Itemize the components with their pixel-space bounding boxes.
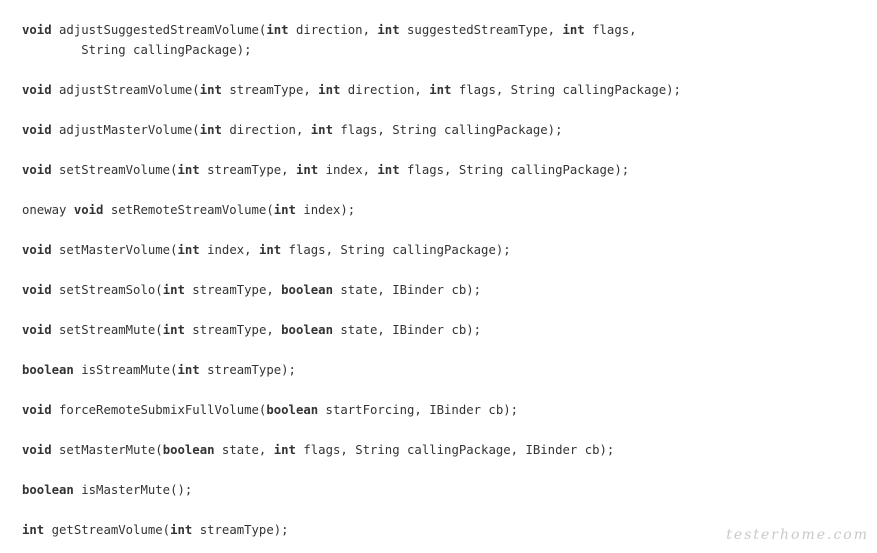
code-text: state, IBinder cb);	[332, 283, 482, 297]
code-text: state, IBinder cb);	[332, 323, 482, 337]
code-line	[22, 200, 681, 220]
code-text: flags,	[584, 23, 637, 37]
code-text: setStreamSolo(	[51, 283, 163, 297]
code-line	[22, 360, 681, 380]
code-text: isMasterMute();	[73, 483, 193, 497]
code-line	[22, 440, 681, 460]
code-line	[22, 240, 681, 260]
code-text: direction,	[340, 83, 430, 97]
code-line	[22, 60, 681, 80]
code-keyword: int	[199, 123, 222, 137]
code-text: flags, String callingPackage);	[451, 83, 681, 97]
code-text: flags, String callingPackage);	[332, 123, 563, 137]
code-text: setRemoteStreamVolume(	[103, 203, 274, 217]
code-keyword: int	[295, 163, 319, 177]
code-keyword: int	[177, 363, 200, 377]
code-keyword: void	[22, 323, 52, 337]
code-line	[22, 420, 681, 440]
code-text: streamType,	[221, 83, 319, 97]
code-keyword: int	[22, 523, 45, 537]
code-keyword: int	[177, 243, 200, 257]
code-line	[22, 520, 681, 540]
code-text: index,	[318, 163, 378, 177]
code-keyword: void	[22, 443, 52, 457]
code-keyword: void	[22, 243, 52, 257]
code-keyword: int	[377, 163, 400, 177]
code-text: streamType);	[192, 523, 289, 537]
code-text: flags, String callingPackage);	[399, 163, 630, 177]
code-keyword: void	[22, 23, 52, 37]
code-keyword: int	[562, 23, 585, 37]
code-keyword: void	[22, 163, 52, 177]
code-keyword: void	[22, 283, 52, 297]
code-text: setStreamMute(	[51, 323, 163, 337]
code-text: state,	[214, 443, 274, 457]
code-keyword: boolean	[281, 283, 333, 297]
code-text: direction,	[288, 23, 378, 37]
code-keyword: boolean	[22, 363, 74, 377]
code-keyword: int	[273, 443, 296, 457]
code-keyword: int	[177, 163, 200, 177]
code-line	[22, 460, 681, 480]
code-keyword: int	[258, 243, 282, 257]
watermark-logo: testerhome.com	[726, 527, 869, 543]
code-keyword: void	[73, 203, 104, 217]
code-line	[22, 20, 681, 40]
code-line	[22, 380, 681, 400]
code-keyword: int	[310, 123, 333, 137]
code-keyword: int	[429, 83, 452, 97]
code-text: index);	[295, 203, 356, 217]
code-text: String callingPackage);	[22, 43, 252, 57]
code-text: streamType);	[199, 363, 296, 377]
code-line	[22, 320, 681, 340]
code-text: startForcing, IBinder cb);	[318, 403, 519, 417]
code-text: forceRemoteSubmixFullVolume(	[51, 403, 267, 417]
code-keyword: boolean	[22, 483, 74, 497]
code-line	[22, 280, 681, 300]
code-line	[22, 340, 681, 360]
code-text: index,	[199, 243, 259, 257]
code-line	[22, 220, 681, 240]
code-text: getStreamVolume(	[44, 523, 171, 537]
code-line	[22, 160, 681, 180]
code-line	[22, 120, 681, 140]
code-line	[22, 180, 681, 200]
code-text: suggestedStreamType,	[399, 23, 563, 37]
code-keyword: int	[266, 23, 289, 37]
code-keyword: int	[170, 523, 193, 537]
code-keyword: void	[22, 123, 52, 137]
code-text: adjustSuggestedStreamVolume(	[51, 23, 267, 37]
code-keyword: boolean	[281, 323, 333, 337]
code-keyword: boolean	[162, 443, 215, 457]
code-text: streamType,	[199, 163, 296, 177]
code-keyword: int	[162, 283, 185, 297]
code-line	[22, 480, 681, 500]
code-line	[22, 100, 681, 120]
code-text: direction,	[221, 123, 311, 137]
code-text: adjustMasterVolume(	[51, 123, 200, 137]
code-keyword: int	[318, 83, 341, 97]
code-line	[22, 80, 681, 100]
code-keyword: int	[199, 83, 222, 97]
code-text: oneway	[22, 203, 74, 217]
code-line	[22, 300, 681, 320]
code-block	[22, 20, 681, 540]
code-line	[22, 140, 681, 160]
code-keyword: int	[273, 203, 296, 217]
code-line	[22, 500, 681, 520]
code-text: flags, String callingPackage, IBinder cb);	[295, 443, 615, 457]
code-keyword: int	[377, 23, 400, 37]
code-line	[22, 260, 681, 280]
code-text: flags, String callingPackage);	[281, 243, 511, 257]
code-keyword: boolean	[266, 403, 319, 417]
code-text: isStreamMute(	[73, 363, 178, 377]
code-text: streamType,	[184, 323, 282, 337]
code-text: setMasterMute(	[51, 443, 163, 457]
code-text: streamType,	[184, 283, 282, 297]
code-keyword: int	[162, 323, 185, 337]
code-line	[22, 400, 681, 420]
code-line	[22, 40, 681, 60]
code-text: setMasterVolume(	[51, 243, 178, 257]
code-keyword: void	[22, 83, 52, 97]
code-keyword: void	[22, 403, 52, 417]
code-text: adjustStreamVolume(	[51, 83, 200, 97]
code-text: setStreamVolume(	[51, 163, 178, 177]
